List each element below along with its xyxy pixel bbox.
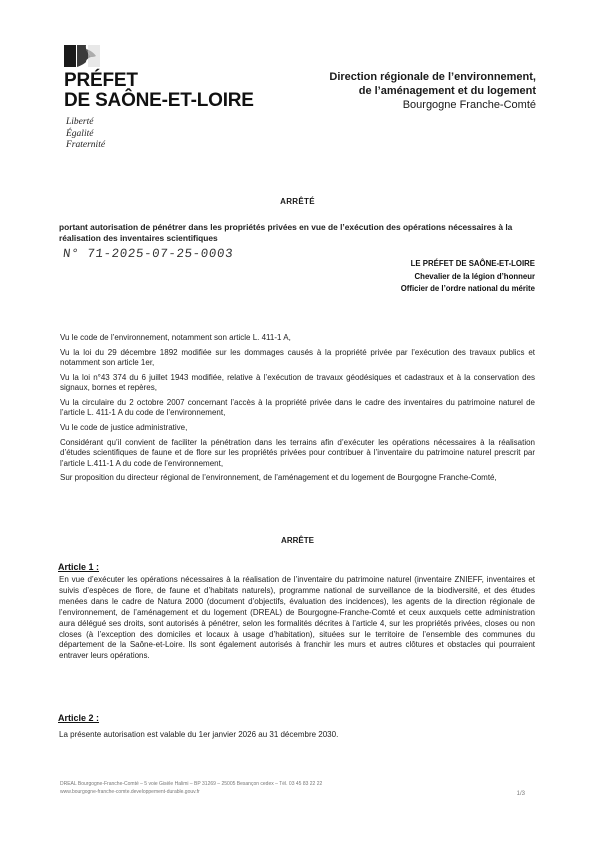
authority-line: Chevalier de la légion d’honneur xyxy=(414,271,535,281)
document-heading: ARRÊTÉ xyxy=(280,197,315,206)
visa-item: Vu la loi du 29 décembre 1892 modifiée sur les dommages causés à la propriété privée par l’exécution des travaux publics et notamment son article 1er, xyxy=(60,347,535,368)
visa-item: Considérant qu’il convient de faciliter la pénétration dans les terrains afin d’exécuter les opérations nécessaires à la réalisation d’études scientifiques de faune et de flore sur les propriétés privées pour contribuer à l’inventaire du patrimoine naturel prescrit par l’article L.411-1 A du code de l’environnement, xyxy=(60,437,535,468)
direction-line: de l’aménagement et du logement xyxy=(358,85,536,97)
motto-liberte: Liberté xyxy=(66,117,94,127)
article-2-title-text: Article 2 : xyxy=(58,713,100,723)
authority-line: LE PRÉFET DE SAÔNE-ET-LOIRE xyxy=(410,259,535,268)
direction-line: Direction régionale de l’environnement, xyxy=(329,71,536,83)
document-subtitle: portant autorisation de pénétrer dans les propriétés privées en vue de l’exécution des opérations nécessaires à la réalisation des inventaires scientifiques xyxy=(59,222,513,243)
republic-motto xyxy=(66,117,105,152)
arrete-section-heading: ARRÊTE xyxy=(281,536,314,545)
page-footer xyxy=(60,781,500,796)
article-1-title xyxy=(58,562,99,572)
visa-item: Vu le code de justice administrative, xyxy=(60,423,188,433)
prefet-title-line: PRÉFET xyxy=(64,70,138,91)
prefet-title-line: DE SAÔNE-ET-LOIRE xyxy=(64,89,254,111)
article-1-text: En vue d’exécuter les opérations nécessaires à la réalisation de l’inventaire du patrimoine naturel (inventaire ZNIEFF, inventaires et suivis d’espèces de flore, de faune et d’habitats naturels), programme national de surveillance de la biodiversité, et des études menées dans le cadre de Natura 2000 (document d’objectifs, évaluation des incidences), les agents de la direction régionale de l’environnement, de l’aménagement et du logement (DREAL) de Bourgogne-Franche-Comté et ceux auxquels cette administration aura délégué ses droits, sont autorisés à pénétrer, selon les formalités décrites à l’article 4, sur les propriétés privées, closes ou non closes (à l’exception des domiciles et locaux à usage d’habitation), situées sur le territoire de l’ensemble des communes du département de la Saône-et-Loire. Ils sont également autorisés à franchir les murs et autres clôtures et obstacles qui pourraient entraver leurs opérations. xyxy=(59,575,535,661)
article-1-title-text: Article 1 : xyxy=(58,562,100,572)
visas-list xyxy=(60,333,535,488)
footer-website: www.bourgogne-franche-comte.developpement-durable.gouv.fr xyxy=(60,788,200,795)
article-2-title xyxy=(58,713,99,723)
issuing-direction xyxy=(276,70,536,112)
footer-address: DREAL Bourgogne-Franche-Comté – 5 voie Gisèle Halimi – BP 31269 – 25005 Besançon cedex – Tél. 03 45 83 22 22 xyxy=(60,781,323,787)
prefet-title xyxy=(64,71,254,110)
authority-line: Officier de l’ordre national du mérite xyxy=(400,284,535,293)
motto-egalite: Égalité xyxy=(66,128,94,139)
signing-authority xyxy=(275,258,535,296)
motto-fraternite: Fraternité xyxy=(66,140,106,150)
direction-line: Bourgogne Franche-Comté xyxy=(402,99,536,111)
marianne-logo-icon xyxy=(64,45,100,67)
visa-item: Vu le code de l’environnement, notamment son article L. 411-1 A, xyxy=(60,333,291,342)
visa-item: Vu la circulaire du 2 octobre 2007 concernant l’accès à la propriété privée dans le cadre des inventaires du patrimoine naturel de l’article L. 411-1 A du code de l’environnement, xyxy=(60,397,535,418)
handwritten-decree-number: N° 71-2025-07-25-0003 xyxy=(62,247,234,261)
page-number: 1/3 xyxy=(516,791,525,797)
visa-item: Vu la loi n°43 374 du 6 juillet 1943 modifiée, relative à l’exécution de travaux géodésiques et cadastraux et à la conservation des signaux, bornes et repères, xyxy=(60,372,535,393)
visa-item: Sur proposition du directeur régional de l’environnement, de l’aménagement et du logement de Bourgogne Franche-Comté, xyxy=(60,473,497,483)
article-2-text: La présente autorisation est valable du 1er janvier 2026 au 31 décembre 2030. xyxy=(59,730,339,739)
